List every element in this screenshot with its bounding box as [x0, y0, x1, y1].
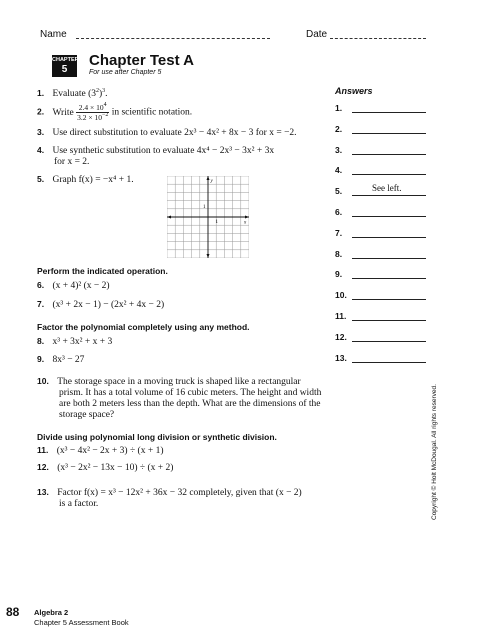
question-text: Factor f(x) = x³ − 12x² + 36x − 32 completely, given that (x − 2): [57, 488, 302, 498]
question-9: [37, 354, 84, 366]
answers-heading: Answers: [335, 86, 373, 96]
answer-line[interactable]: [352, 258, 426, 259]
question-number: 11.: [37, 445, 49, 455]
question-1: [37, 88, 108, 100]
answer-number: 10.: [335, 290, 347, 300]
question-text: prism. It has a total volume of 16 cubic meters. The height and width: [59, 388, 322, 398]
answer-number: 11.: [335, 311, 347, 321]
question-number: 10.: [37, 376, 49, 386]
fraction: [76, 103, 109, 122]
question-text: Graph f(x) = −x⁴ + 1.: [52, 175, 134, 185]
y-axis-arrow: [207, 254, 210, 258]
denominator: 3.2 × 10: [77, 113, 102, 122]
question-text: 8x³ − 27: [52, 355, 85, 365]
answer-number: 1.: [335, 103, 343, 113]
chapter-badge: [52, 55, 77, 77]
answer-line[interactable]: [352, 362, 426, 363]
question-4: [37, 145, 274, 168]
question-8: [37, 336, 112, 348]
question-13: [37, 487, 302, 510]
question-text: for x = 2.: [54, 157, 90, 167]
question-2: [37, 103, 192, 122]
answer-line[interactable]: [352, 112, 426, 113]
question-text: Use synthetic substitution to evaluate 4x⁴ − 2x³ − 3x² + 3x: [52, 146, 275, 156]
answer-number: 7.: [335, 228, 343, 238]
question-number: 5.: [37, 174, 45, 184]
section-heading-factor: Factor the polynomial completely using any method.: [37, 322, 250, 332]
numerator: 2.4 × 10: [78, 103, 104, 112]
x-axis-arrow: [167, 216, 171, 219]
answer-line[interactable]: [352, 299, 426, 300]
answer-number: 12.: [335, 332, 347, 342]
answer-number: 4.: [335, 165, 343, 175]
question-number: 3.: [37, 127, 45, 137]
book-subtitle: Chapter 5 Assessment Book: [34, 618, 129, 627]
question-text: Evaluate (3: [52, 89, 96, 99]
x-axis-arrow: [245, 216, 249, 219]
question-text: The storage space in a moving truck is shaped like a rectangular: [57, 377, 301, 387]
answer-line[interactable]: [352, 278, 426, 279]
question-6: [37, 280, 110, 292]
section-heading-divide: Divide using polynomial long division or synthetic division.: [37, 432, 277, 442]
page-subtitle: For use after Chapter 5: [89, 69, 162, 76]
answer-line[interactable]: [352, 341, 426, 342]
x-axis-label: x: [244, 220, 247, 226]
chapter-number: 5: [61, 64, 68, 75]
question-number: 2.: [37, 106, 45, 117]
question-number: 8.: [37, 336, 45, 346]
exponent: −2: [101, 112, 109, 118]
answer-number: 6.: [335, 207, 343, 217]
answer-5-text: See left.: [372, 183, 402, 193]
y-axis-label: y: [210, 179, 213, 184]
answer-number: 2.: [335, 124, 343, 134]
chapter-word: CHAPTER: [52, 57, 79, 63]
question-5: [37, 174, 134, 186]
question-11: [37, 445, 163, 457]
date-blank[interactable]: [330, 38, 426, 39]
copyright-notice: Copyright © Holt McDougal. All rights reserved.: [431, 384, 438, 520]
question-number: 9.: [37, 354, 45, 364]
question-text: storage space?: [59, 410, 115, 420]
answer-line[interactable]: [352, 216, 426, 217]
question-number: 12.: [37, 462, 49, 472]
answer-line[interactable]: [352, 174, 426, 175]
question-text: (x³ − 4x² − 2x + 3) ÷ (x + 1): [56, 446, 164, 456]
answer-number: 5.: [335, 186, 343, 196]
question-text: are both 2 meters less than the depth. What are the dimensions of the: [59, 399, 321, 409]
question-12: [37, 462, 173, 474]
question-text: (x³ − 2x² − 13x − 10) ÷ (x + 2): [57, 463, 174, 473]
question-number: 4.: [37, 145, 45, 155]
answer-number: 3.: [335, 145, 343, 155]
book-title: Algebra 2: [34, 608, 69, 617]
exponent: 4: [103, 102, 107, 108]
answer-number: 8.: [335, 249, 343, 259]
question-text: x³ + 3x² + x + 3: [52, 337, 113, 347]
question-text: (x³ + 2x − 1) − (2x² + 4x − 2): [52, 300, 165, 310]
question-number: 6.: [37, 280, 45, 290]
answer-number: 13.: [335, 353, 347, 363]
question-3: [37, 127, 297, 139]
y-axis-arrow: [207, 176, 210, 180]
exponent: 3: [102, 88, 106, 94]
question-text: (x + 4)² (x − 2): [52, 281, 110, 291]
page-number: 88: [6, 605, 20, 619]
question-text: in scientific notation.: [111, 107, 193, 118]
question-text: ): [99, 89, 103, 99]
answer-line[interactable]: [352, 195, 426, 196]
question-text: is a factor.: [59, 499, 99, 509]
question-number: 7.: [37, 299, 45, 309]
answer-line[interactable]: [352, 237, 426, 238]
answer-line[interactable]: [352, 320, 426, 321]
question-number: 1.: [37, 88, 45, 98]
section-heading-perform: Perform the indicated operation.: [37, 266, 168, 276]
question-text: Write: [52, 107, 74, 118]
question-10: [37, 376, 321, 421]
date-label: Date: [306, 29, 328, 40]
question-number: 13.: [37, 487, 49, 497]
name-label: Name: [40, 29, 67, 40]
answer-line[interactable]: [352, 154, 426, 155]
question-text: Use direct substitution to evaluate 2x³ − 4x² + 8x − 3 for x = −2.: [52, 128, 297, 138]
question-text: .: [105, 89, 108, 99]
exponent: 2: [96, 88, 99, 94]
answer-number: 9.: [335, 269, 343, 279]
question-7: [37, 299, 164, 311]
name-blank[interactable]: [76, 38, 270, 39]
y-tick-label: 1: [203, 205, 206, 210]
answer-line[interactable]: [352, 133, 426, 134]
x-tick-label: 1: [215, 220, 218, 225]
coordinate-grid[interactable]: [167, 176, 249, 258]
page-title: Chapter Test A: [89, 52, 195, 69]
